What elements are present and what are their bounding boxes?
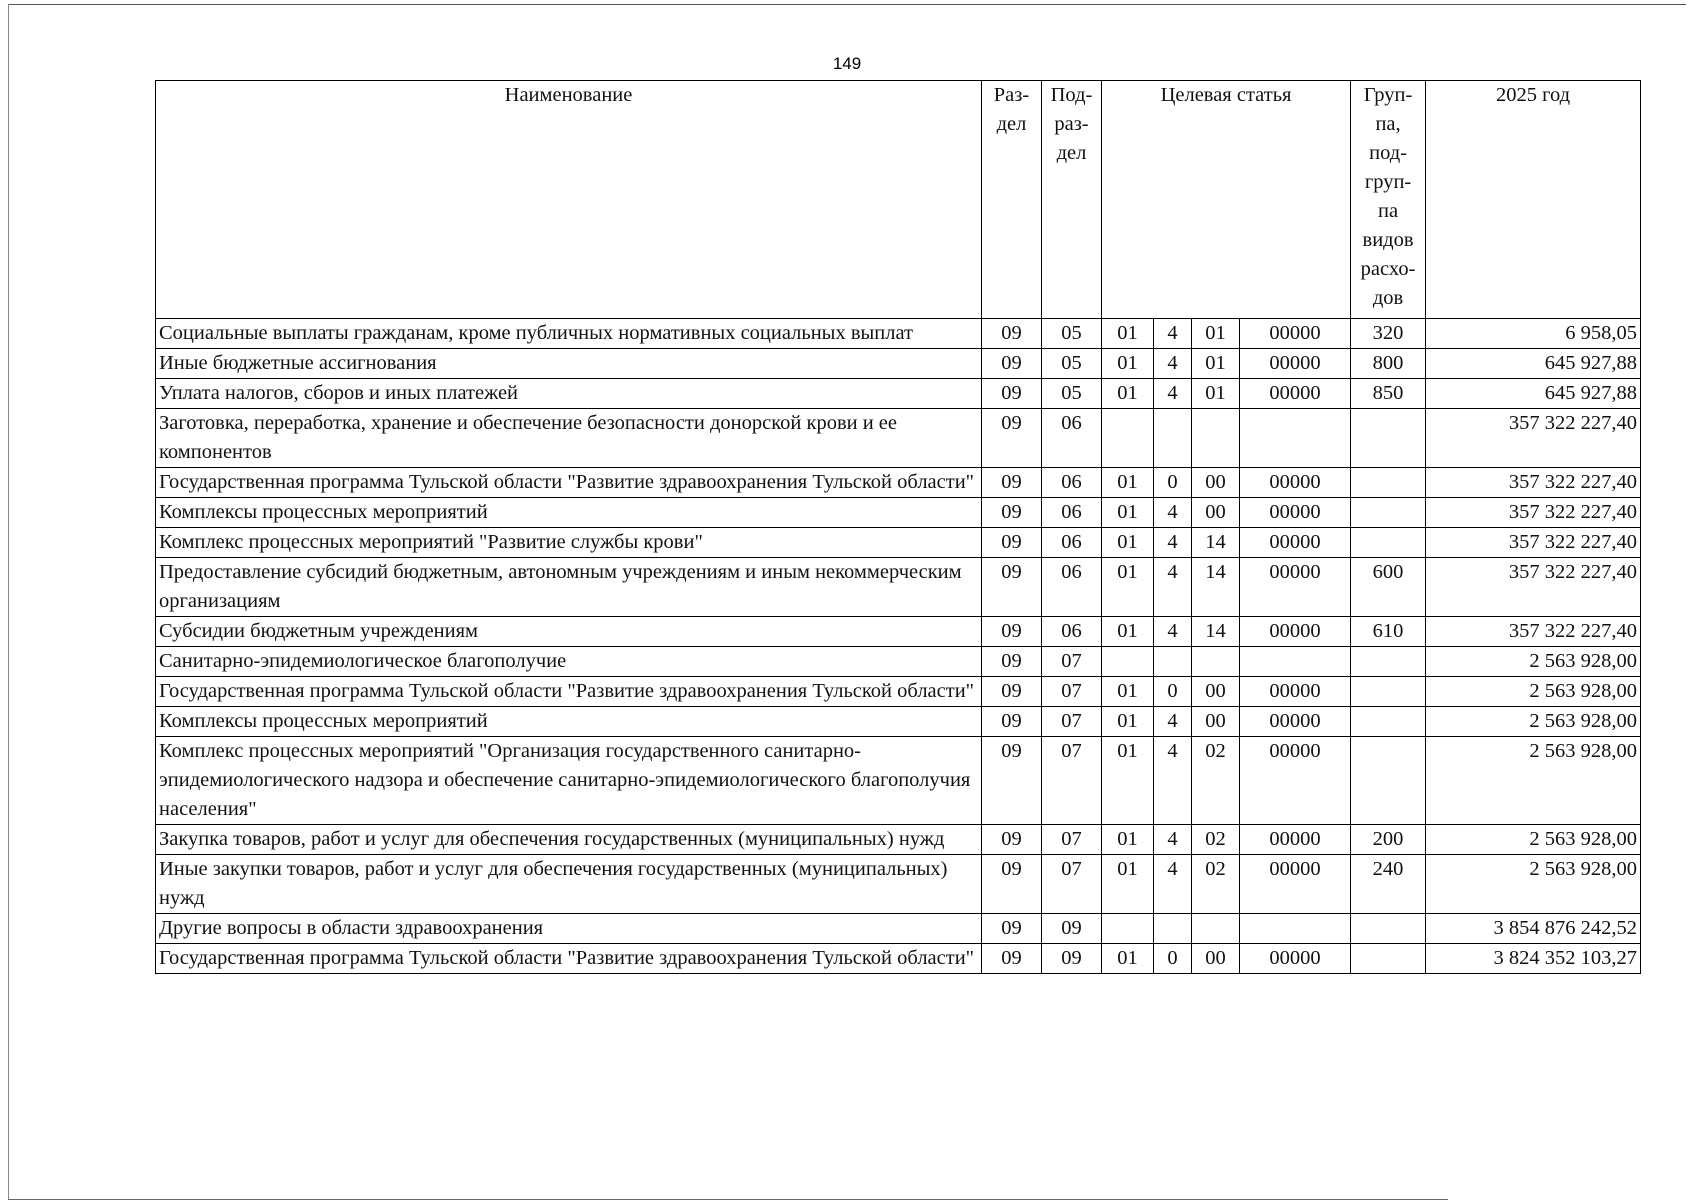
table-row [156, 468, 1641, 498]
cell-podrazdel: 05 [1042, 319, 1102, 349]
cell-name: Комплекс процессных мероприятий "Развитие службы крови" [156, 528, 982, 558]
cell-expense-group [1351, 528, 1426, 558]
cell-target-type [1154, 409, 1192, 468]
cell-target-direction [1240, 914, 1351, 944]
cell-target-direction: 00000 [1240, 855, 1351, 914]
cell-podrazdel: 07 [1042, 825, 1102, 855]
cell-target-program: 01 [1102, 944, 1154, 974]
cell-target-type: 4 [1154, 737, 1192, 825]
table-row [156, 379, 1641, 409]
cell-razdel: 09 [982, 409, 1042, 468]
cell-target-direction: 00000 [1240, 528, 1351, 558]
cell-expense-group: 800 [1351, 349, 1426, 379]
cell-podrazdel: 05 [1042, 349, 1102, 379]
cell-razdel: 09 [982, 647, 1042, 677]
table-row [156, 677, 1641, 707]
cell-expense-group [1351, 737, 1426, 825]
cell-podrazdel: 06 [1042, 498, 1102, 528]
cell-target-type: 4 [1154, 528, 1192, 558]
cell-name: Иные закупки товаров, работ и услуг для обеспечения государственных (муниципальных) нужд [156, 855, 982, 914]
cell-target-direction: 00000 [1240, 707, 1351, 737]
cell-amount: 357 322 227,40 [1426, 617, 1641, 647]
cell-amount: 357 322 227,40 [1426, 468, 1641, 498]
header-target-article: Целевая статья [1102, 81, 1351, 319]
cell-name: Комплексы процессных мероприятий [156, 498, 982, 528]
cell-razdel: 09 [982, 855, 1042, 914]
cell-expense-group [1351, 498, 1426, 528]
cell-razdel: 09 [982, 379, 1042, 409]
table-row [156, 617, 1641, 647]
cell-podrazdel: 09 [1042, 914, 1102, 944]
cell-razdel: 09 [982, 319, 1042, 349]
cell-target-direction: 00000 [1240, 825, 1351, 855]
cell-target-program: 01 [1102, 737, 1154, 825]
cell-name: Заготовка, переработка, хранение и обеспечение безопасности донорской крови и ее компонентов [156, 409, 982, 468]
cell-target-type: 4 [1154, 825, 1192, 855]
table-row [156, 349, 1641, 379]
cell-amount: 357 322 227,40 [1426, 409, 1641, 468]
cell-expense-group [1351, 647, 1426, 677]
cell-name: Предоставление субсидий бюджетным, автономным учреждениям и иным некоммерческим организациям [156, 558, 982, 617]
cell-target-type [1154, 914, 1192, 944]
cell-name: Закупка товаров, работ и услуг для обеспечения государственных (муниципальных) нужд [156, 825, 982, 855]
cell-target-complex: 00 [1192, 468, 1240, 498]
cell-target-program [1102, 914, 1154, 944]
cell-target-program [1102, 409, 1154, 468]
cell-target-program: 01 [1102, 319, 1154, 349]
table-row [156, 707, 1641, 737]
cell-target-direction: 00000 [1240, 944, 1351, 974]
table-row [156, 528, 1641, 558]
cell-podrazdel: 06 [1042, 617, 1102, 647]
cell-target-direction: 00000 [1240, 498, 1351, 528]
cell-amount: 357 322 227,40 [1426, 498, 1641, 528]
cell-amount: 357 322 227,40 [1426, 558, 1641, 617]
header-year-2025: 2025 год [1426, 81, 1641, 319]
cell-target-complex: 00 [1192, 498, 1240, 528]
cell-target-complex [1192, 409, 1240, 468]
cell-target-direction: 00000 [1240, 558, 1351, 617]
cell-expense-group [1351, 944, 1426, 974]
cell-amount: 2 563 928,00 [1426, 707, 1641, 737]
table-row [156, 944, 1641, 974]
cell-razdel: 09 [982, 617, 1042, 647]
cell-target-program: 01 [1102, 707, 1154, 737]
cell-target-program: 01 [1102, 349, 1154, 379]
cell-target-complex: 02 [1192, 855, 1240, 914]
cell-razdel: 09 [982, 528, 1042, 558]
cell-name: Санитарно-эпидемиологическое благополучие [156, 647, 982, 677]
cell-target-direction: 00000 [1240, 468, 1351, 498]
cell-target-direction: 00000 [1240, 349, 1351, 379]
page-border-left [8, 4, 9, 1200]
cell-expense-group [1351, 409, 1426, 468]
cell-name: Субсидии бюджетным учреждениям [156, 617, 982, 647]
cell-podrazdel: 07 [1042, 855, 1102, 914]
cell-target-complex: 02 [1192, 737, 1240, 825]
page-border-top [8, 4, 1686, 5]
cell-name: Государственная программа Тульской области "Развитие здравоохранения Тульской области" [156, 468, 982, 498]
cell-amount: 357 322 227,40 [1426, 528, 1641, 558]
cell-razdel: 09 [982, 914, 1042, 944]
cell-target-direction: 00000 [1240, 617, 1351, 647]
cell-target-complex: 01 [1192, 319, 1240, 349]
cell-amount: 2 563 928,00 [1426, 737, 1641, 825]
cell-expense-group [1351, 468, 1426, 498]
cell-target-program: 01 [1102, 468, 1154, 498]
cell-amount: 2 563 928,00 [1426, 825, 1641, 855]
cell-target-type: 0 [1154, 944, 1192, 974]
cell-razdel: 09 [982, 349, 1042, 379]
cell-name: Государственная программа Тульской области "Развитие здравоохранения Тульской области" [156, 944, 982, 974]
cell-podrazdel: 06 [1042, 468, 1102, 498]
cell-target-program: 01 [1102, 617, 1154, 647]
cell-target-type: 4 [1154, 707, 1192, 737]
cell-target-type: 4 [1154, 617, 1192, 647]
cell-podrazdel: 09 [1042, 944, 1102, 974]
cell-name: Уплата налогов, сборов и иных платежей [156, 379, 982, 409]
table-header [156, 81, 1641, 319]
header-name: Наименование [156, 81, 982, 319]
cell-target-type: 4 [1154, 349, 1192, 379]
cell-amount: 2 563 928,00 [1426, 647, 1641, 677]
cell-podrazdel: 07 [1042, 677, 1102, 707]
cell-target-type: 0 [1154, 468, 1192, 498]
cell-target-program: 01 [1102, 558, 1154, 617]
cell-amount: 645 927,88 [1426, 379, 1641, 409]
cell-target-type: 0 [1154, 677, 1192, 707]
cell-target-complex: 00 [1192, 677, 1240, 707]
cell-amount: 645 927,88 [1426, 349, 1641, 379]
cell-expense-group: 850 [1351, 379, 1426, 409]
cell-target-direction [1240, 409, 1351, 468]
table-row [156, 914, 1641, 944]
cell-razdel: 09 [982, 737, 1042, 825]
cell-razdel: 09 [982, 558, 1042, 617]
cell-target-direction: 00000 [1240, 379, 1351, 409]
table-row [156, 737, 1641, 825]
cell-podrazdel: 07 [1042, 707, 1102, 737]
cell-target-type: 4 [1154, 379, 1192, 409]
cell-podrazdel: 07 [1042, 647, 1102, 677]
cell-target-complex: 14 [1192, 528, 1240, 558]
cell-expense-group: 200 [1351, 825, 1426, 855]
header-expense-group: Груп-па, под-груп-па видов расхо-дов [1351, 81, 1426, 319]
cell-expense-group: 600 [1351, 558, 1426, 617]
cell-target-complex: 00 [1192, 944, 1240, 974]
cell-amount: 3 854 876 242,52 [1426, 914, 1641, 944]
cell-podrazdel: 06 [1042, 528, 1102, 558]
cell-podrazdel: 07 [1042, 737, 1102, 825]
cell-target-type [1154, 647, 1192, 677]
header-podrazdel: Под-раз-дел [1042, 81, 1102, 319]
table-row [156, 558, 1641, 617]
cell-expense-group: 320 [1351, 319, 1426, 349]
header-razdel: Раз-дел [982, 81, 1042, 319]
cell-expense-group [1351, 707, 1426, 737]
table-row [156, 855, 1641, 914]
cell-target-complex: 00 [1192, 707, 1240, 737]
cell-expense-group [1351, 914, 1426, 944]
cell-name: Комплекс процессных мероприятий "Организация государственного санитарно-эпидемиологического надзора и обеспечение санитарно-эпидемиологического благополучия населения" [156, 737, 982, 825]
cell-razdel: 09 [982, 944, 1042, 974]
cell-target-program: 01 [1102, 528, 1154, 558]
cell-expense-group: 240 [1351, 855, 1426, 914]
cell-podrazdel: 06 [1042, 409, 1102, 468]
budget-table [155, 80, 1641, 974]
cell-target-complex [1192, 914, 1240, 944]
cell-target-complex: 01 [1192, 379, 1240, 409]
cell-target-direction: 00000 [1240, 677, 1351, 707]
page-number: 149 [832, 54, 862, 73]
cell-target-program: 01 [1102, 855, 1154, 914]
table-row [156, 319, 1641, 349]
cell-amount: 6 958,05 [1426, 319, 1641, 349]
cell-expense-group [1351, 677, 1426, 707]
cell-target-program: 01 [1102, 498, 1154, 528]
cell-target-direction [1240, 647, 1351, 677]
cell-expense-group: 610 [1351, 617, 1426, 647]
cell-razdel: 09 [982, 707, 1042, 737]
table-row [156, 498, 1641, 528]
cell-target-complex: 14 [1192, 617, 1240, 647]
cell-target-program: 01 [1102, 825, 1154, 855]
cell-target-type: 4 [1154, 319, 1192, 349]
cell-target-type: 4 [1154, 498, 1192, 528]
cell-podrazdel: 06 [1042, 558, 1102, 617]
table-row [156, 825, 1641, 855]
cell-podrazdel: 05 [1042, 379, 1102, 409]
table-body [156, 319, 1641, 974]
cell-target-complex: 01 [1192, 349, 1240, 379]
cell-target-direction: 00000 [1240, 737, 1351, 825]
cell-name: Социальные выплаты гражданам, кроме публичных нормативных социальных выплат [156, 319, 982, 349]
cell-name: Иные бюджетные ассигнования [156, 349, 982, 379]
cell-target-direction: 00000 [1240, 319, 1351, 349]
cell-amount: 2 563 928,00 [1426, 855, 1641, 914]
cell-razdel: 09 [982, 498, 1042, 528]
cell-name: Другие вопросы в области здравоохранения [156, 914, 982, 944]
table-row [156, 647, 1641, 677]
cell-target-type: 4 [1154, 558, 1192, 617]
cell-target-program: 01 [1102, 677, 1154, 707]
cell-target-complex: 14 [1192, 558, 1240, 617]
cell-target-complex: 02 [1192, 825, 1240, 855]
cell-razdel: 09 [982, 468, 1042, 498]
cell-target-complex [1192, 647, 1240, 677]
cell-amount: 3 824 352 103,27 [1426, 944, 1641, 974]
cell-target-program: 01 [1102, 379, 1154, 409]
table-row [156, 409, 1641, 468]
cell-razdel: 09 [982, 825, 1042, 855]
cell-target-program [1102, 647, 1154, 677]
cell-name: Комплексы процессных мероприятий [156, 707, 982, 737]
cell-target-type: 4 [1154, 855, 1192, 914]
cell-amount: 2 563 928,00 [1426, 677, 1641, 707]
cell-razdel: 09 [982, 677, 1042, 707]
cell-name: Государственная программа Тульской области "Развитие здравоохранения Тульской области" [156, 677, 982, 707]
